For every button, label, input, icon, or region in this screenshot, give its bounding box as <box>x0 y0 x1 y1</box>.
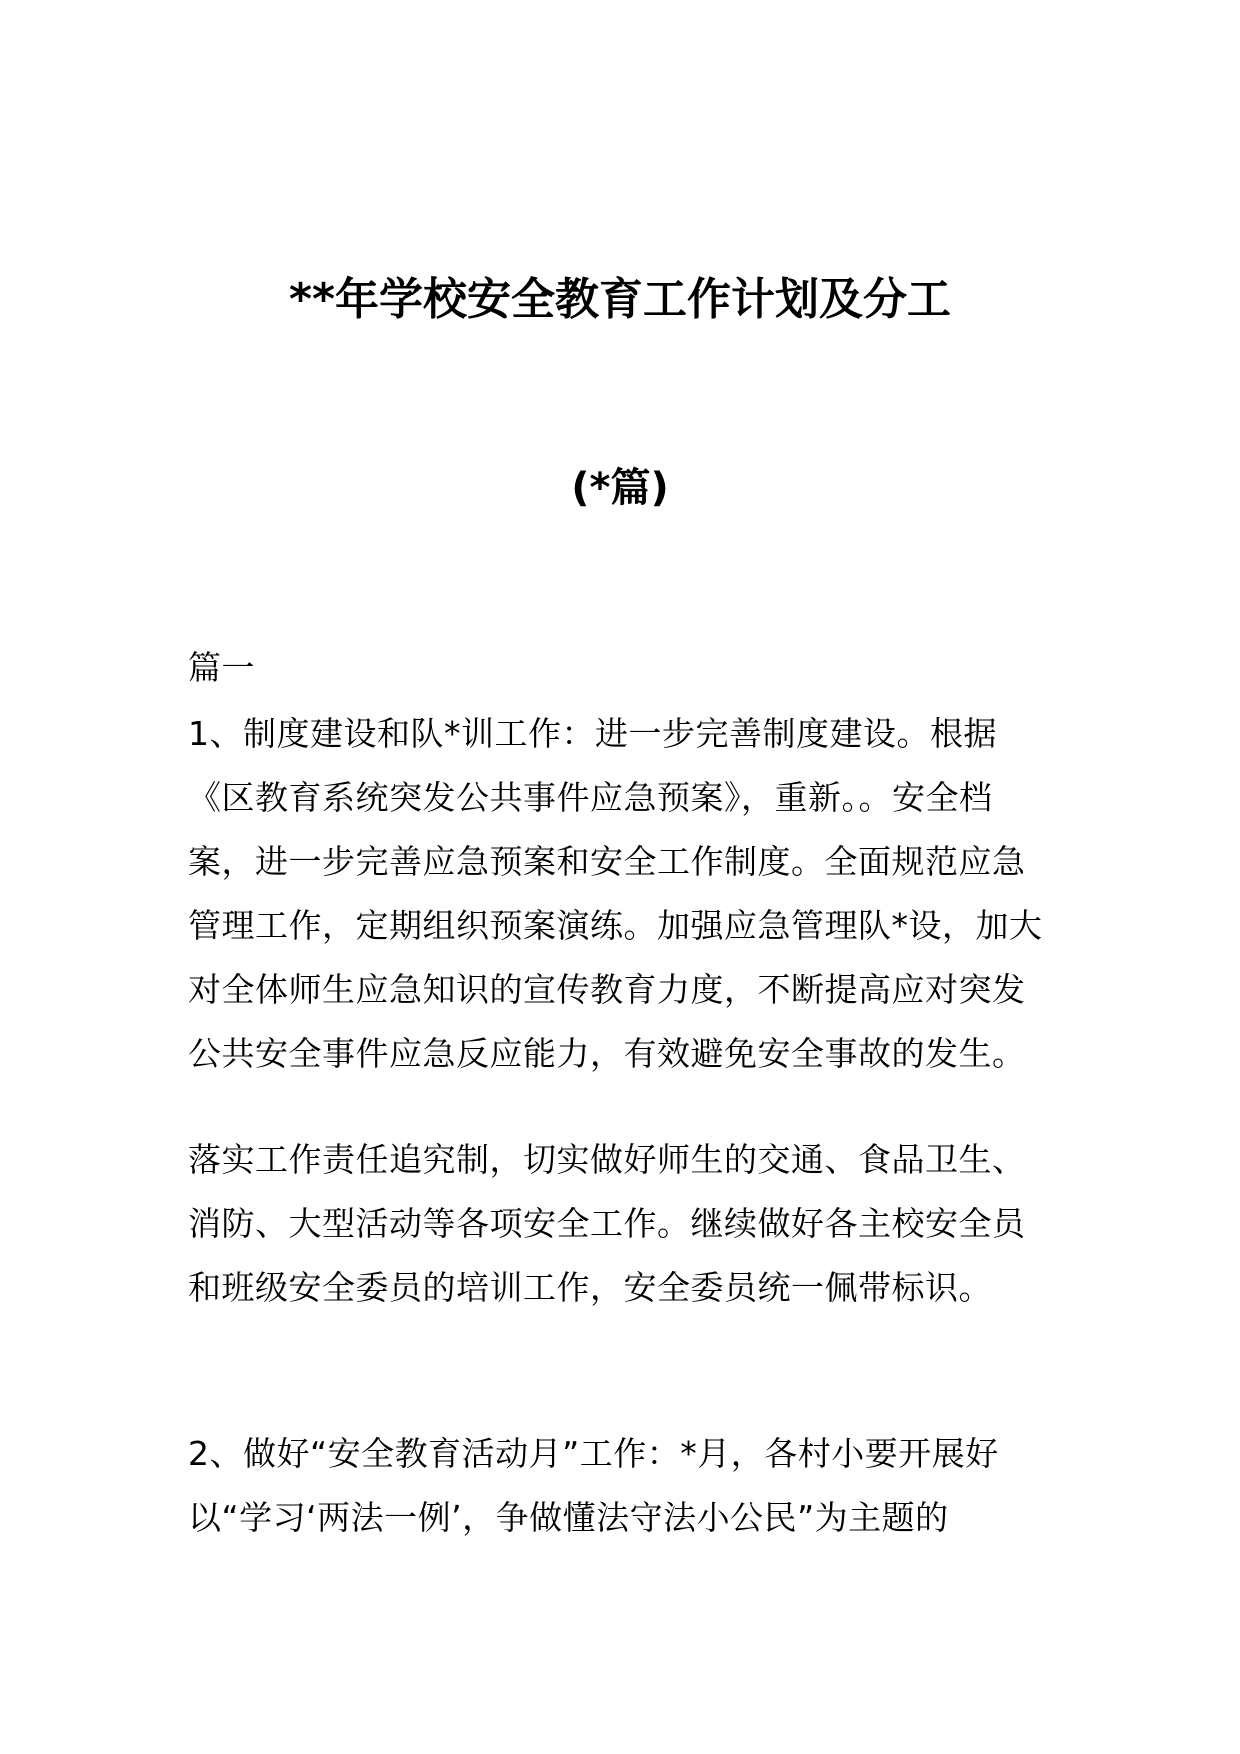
paragraph-line: 落实工作责任追究制，切实做好师生的交通、食品卫生、 <box>188 1140 1026 1179</box>
paragraph-line: 消防、大型活动等各项安全工作。继续做好各主校安全员 <box>188 1204 1026 1243</box>
paragraph-2 <box>188 1128 1068 1320</box>
paragraph-line: 案，进一步完善应急预案和安全工作制度。全面规范应急 <box>188 842 1026 881</box>
paragraph-3 <box>188 1422 1068 1550</box>
paragraph-line: 《区教育系统突发公共事件应急预案》，重新。。安全档 <box>188 778 993 817</box>
paragraph-line: 公共安全事件应急反应能力，有效避免安全事故的发生。 <box>188 1034 1026 1073</box>
paragraph-line: 2、做好“安全教育活动月”工作：*月，各村小要开展好 <box>188 1434 999 1473</box>
paragraph-line: 和班级安全委员的培训工作，安全委员统一佩带标识。 <box>188 1268 992 1307</box>
paragraph-line: 管理工作，定期组织预案演练。加强应急管理队*设，加大 <box>188 906 1043 945</box>
document-subtitle: (*篇) <box>571 465 669 511</box>
section-label <box>188 636 1068 700</box>
paragraph-line: 对全体师生应急知识的宣传教育力度，不断提高应对突发 <box>188 970 1026 1009</box>
section-label-text: 篇一 <box>188 648 255 687</box>
document-title: **年学校安全教育工作计划及分工 <box>288 274 952 325</box>
paragraph-line: 1、制度建设和队*训工作：进一步完善制度建设。根据 <box>188 714 997 753</box>
paragraph-line: 以“学习‘两法一例’，争做懂法守法小公民”为主题的 <box>188 1498 949 1537</box>
paragraph-1 <box>188 702 1068 1086</box>
